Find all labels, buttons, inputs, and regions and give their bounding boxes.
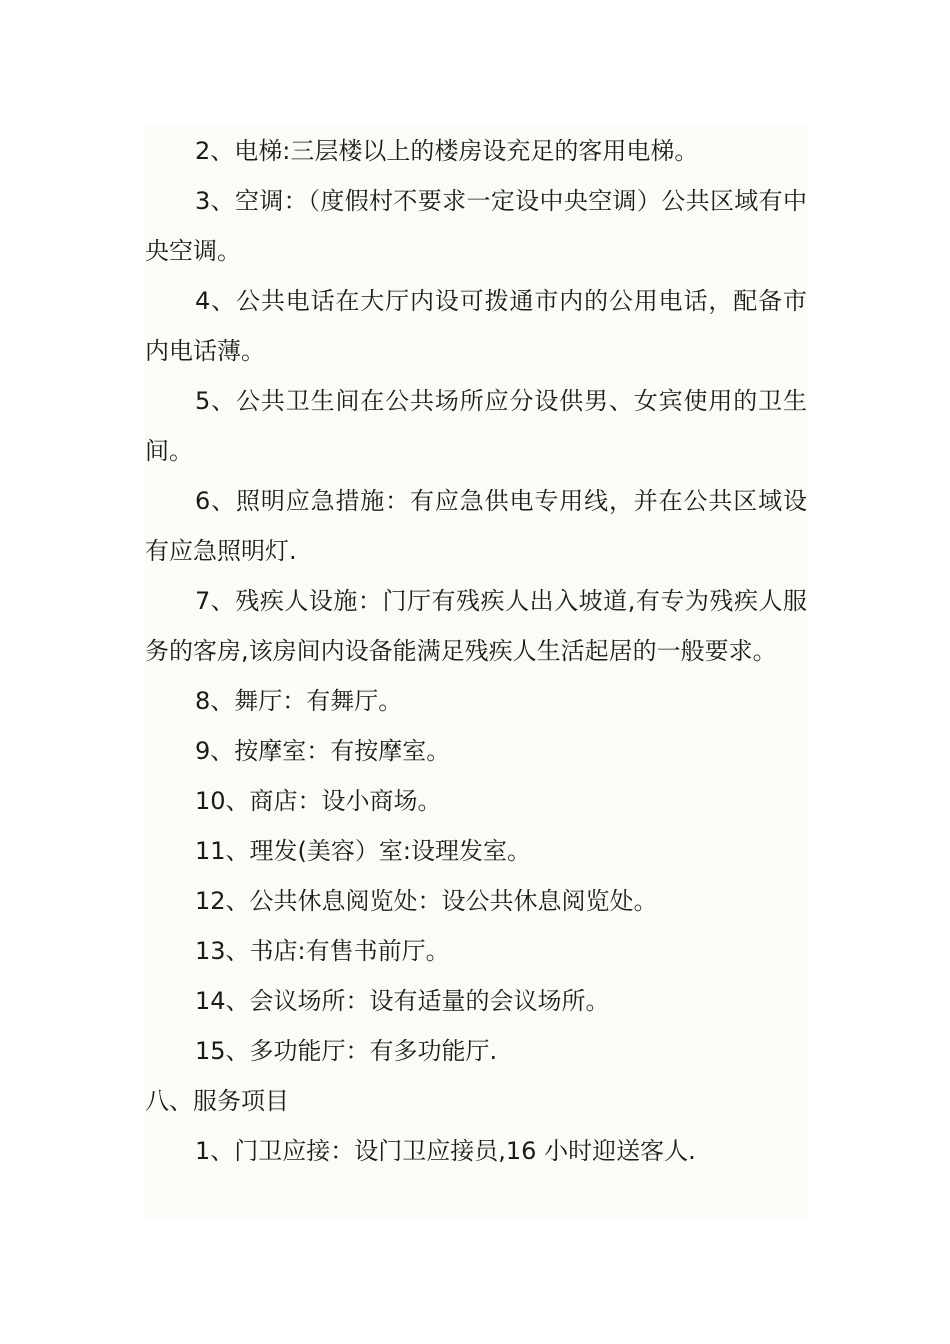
paragraph-multifunction-hall: 15、多功能厅：有多功能厅.: [195, 1037, 498, 1065]
section-heading-service-items: 八、服务项目: [145, 1087, 289, 1115]
paragraph-elevator: 2、电梯:三层楼以上的楼房设充足的客用电梯。: [195, 137, 699, 165]
paragraph-bookstore: 13、书店:有售书前厅。: [195, 937, 450, 965]
paragraph-reading-area: 12、公共休息阅览处：设公共休息阅览处。: [195, 887, 658, 915]
document-body: [145, 126, 807, 1218]
paragraph-public-telephone: 4、公共电话在大厅内设可拨通市内的公用电话，配备市内电话薄。: [145, 287, 807, 365]
paragraph-shop: 10、商店：设小商场。: [195, 787, 442, 815]
paragraph-doorman: 1、门卫应接：设门卫应接员,16 小时迎送客人.: [195, 1137, 696, 1165]
paragraph-public-restroom: 5、公共卫生间在公共场所应分设供男、女宾使用的卫生间。: [145, 387, 807, 465]
paragraph-massage-room: 9、按摩室：有按摩室。: [195, 737, 451, 765]
paragraph-meeting-venue: 14、会议场所：设有适量的会议场所。: [195, 987, 610, 1015]
paragraph-dance-hall: 8、舞厅：有舞厅。: [195, 687, 403, 715]
paragraph-accessibility: 7、残疾人设施：门厅有残疾人出入坡道,有专为残疾人服务的客房,该房间内设备能满足残疾人生活起居的一般要求。: [145, 587, 807, 665]
paragraph-emergency-lighting: 6、照明应急措施：有应急供电专用线，并在公共区域设有应急照明灯.: [145, 487, 807, 565]
paragraph-barber: 11、理发(美容）室:设理发室。: [195, 837, 531, 865]
paragraph-air-conditioning: 3、空调：（度假村不要求一定设中央空调）公共区域有中央空调。: [145, 187, 807, 265]
